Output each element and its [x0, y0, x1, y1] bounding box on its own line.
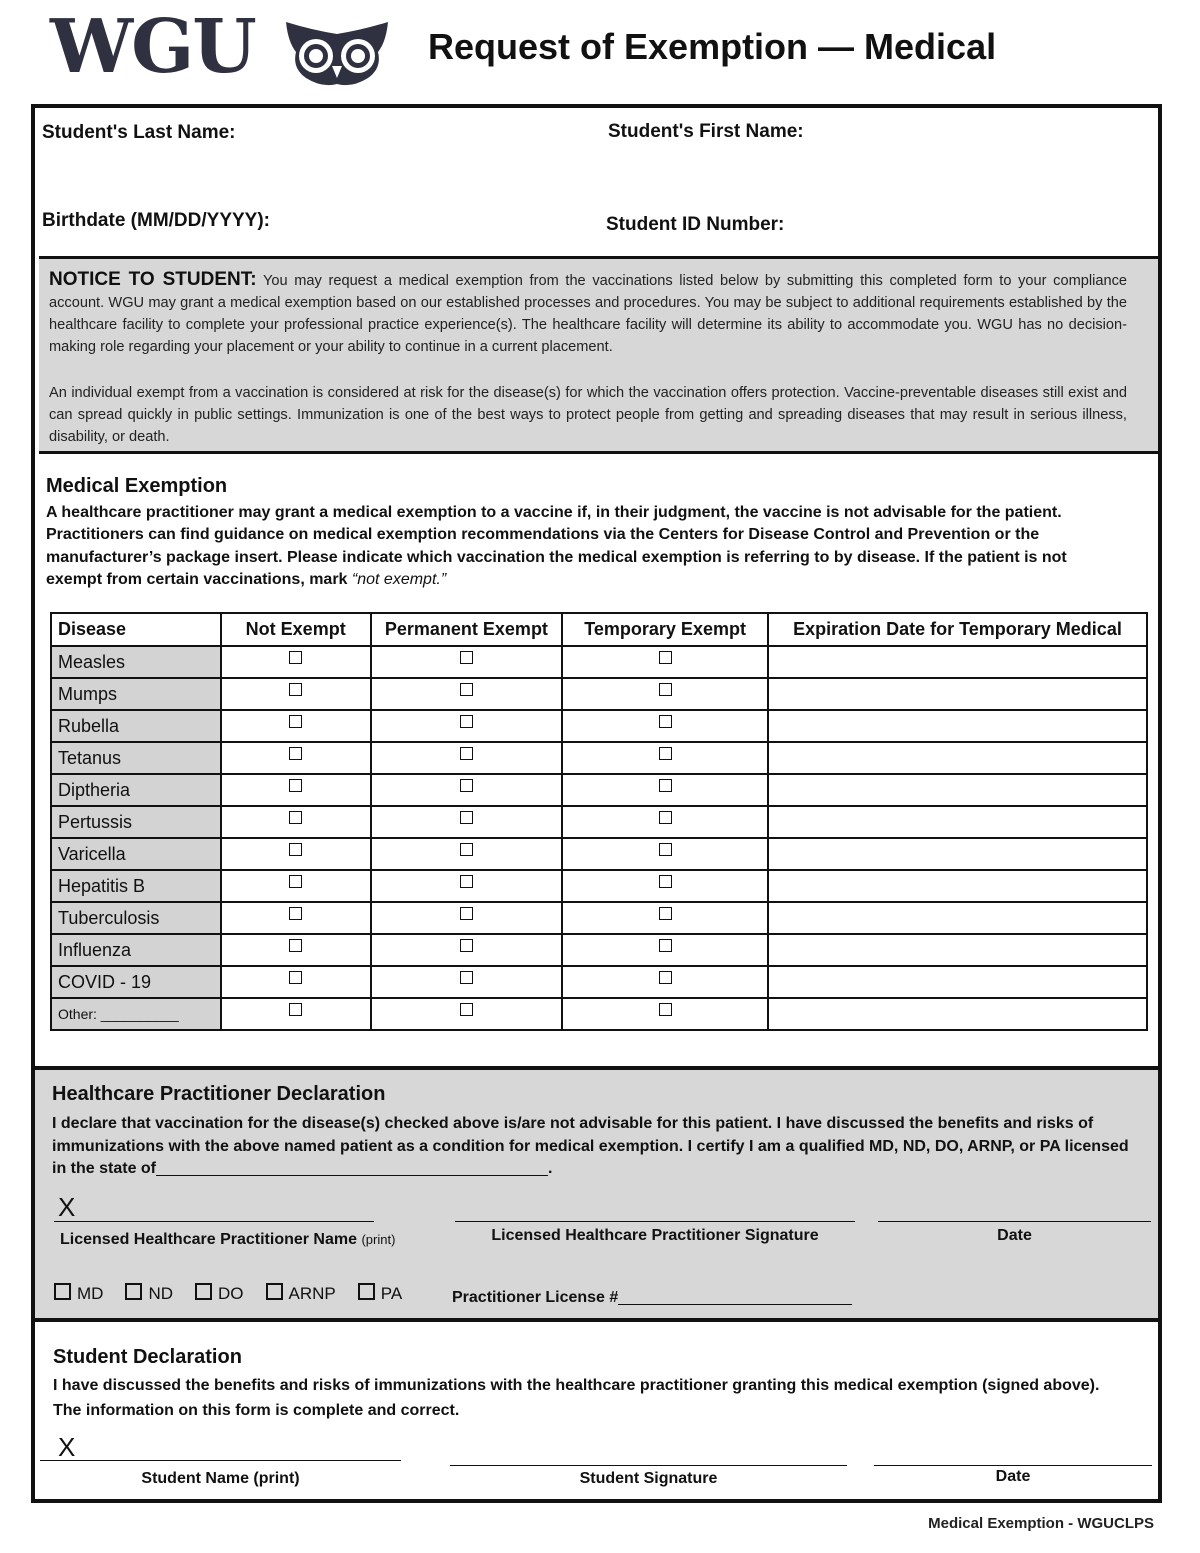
- wgu-logo: [50, 4, 395, 92]
- credential-checkbox[interactable]: [54, 1283, 71, 1300]
- disease-name: Tetanus: [51, 742, 221, 774]
- expiration-date-cell[interactable]: [768, 902, 1147, 934]
- header-disease: Disease: [51, 613, 221, 646]
- notice-box: [39, 256, 1158, 454]
- not-exempt-checkbox[interactable]: [289, 875, 302, 888]
- header-expiration-date: Expiration Date for Temporary Medical: [768, 613, 1147, 646]
- table-row: [51, 966, 1147, 998]
- temporary-exempt-checkbox[interactable]: [659, 875, 672, 888]
- notice-heading: NOTICE TO STUDENT:: [49, 269, 257, 290]
- permanent-exempt-checkbox[interactable]: [460, 811, 473, 824]
- practitioner-title: Healthcare Practitioner Declaration: [52, 1083, 386, 1105]
- disease-name: Measles: [51, 646, 221, 678]
- not-exempt-checkbox[interactable]: [289, 907, 302, 920]
- header-permanent-exempt: Permanent Exempt: [371, 613, 563, 646]
- practitioner-signature-caption: Licensed Healthcare Practitioner Signature: [491, 1227, 819, 1244]
- temporary-exempt-cell: [562, 838, 768, 870]
- credential-option-nd[interactable]: [125, 1284, 173, 1303]
- permanent-exempt-checkbox[interactable]: [460, 651, 473, 664]
- exemption-table: [50, 612, 1148, 1031]
- print-note: (print): [361, 1232, 396, 1247]
- last-name-label: Student's Last Name:: [42, 122, 236, 143]
- page-title: Request of Exemption — Medical: [428, 26, 997, 67]
- notice-paragraph-2: An individual exempt from a vaccination is considered at risk for the disease(s) for which the vaccination offers protection. Vaccine-preventable diseases still exist and can spread quickly in public settings. Immunization is one of the best ways to protect people from getting and spreading diseases that may result in serious illness, disability, or death.: [49, 385, 1127, 445]
- not-exempt-checkbox[interactable]: [289, 683, 302, 696]
- header-not-exempt: Not Exempt: [221, 613, 371, 646]
- table-row: [51, 678, 1147, 710]
- license-line[interactable]: [618, 1288, 852, 1305]
- practitioner-date-line[interactable]: [878, 1221, 1151, 1222]
- temporary-exempt-cell: [562, 710, 768, 742]
- temporary-exempt-checkbox[interactable]: [659, 939, 672, 952]
- credential-checkbox[interactable]: [195, 1283, 212, 1300]
- disease-name: Pertussis: [51, 806, 221, 838]
- temporary-exempt-cell: [562, 806, 768, 838]
- temporary-exempt-checkbox[interactable]: [659, 651, 672, 664]
- temporary-exempt-checkbox[interactable]: [659, 971, 672, 984]
- student-x-mark: X: [58, 1432, 76, 1462]
- not-exempt-emphasis: “not exempt.”: [351, 570, 447, 588]
- disease-name: Mumps: [51, 678, 221, 710]
- not-exempt-cell: [221, 934, 371, 966]
- table-row: [51, 774, 1147, 806]
- table-row: [51, 806, 1147, 838]
- table-row: [51, 934, 1147, 966]
- not-exempt-checkbox[interactable]: [289, 747, 302, 760]
- disease-name: Hepatitis B: [51, 870, 221, 902]
- notice-text-1: You may request a medical exemption from the vaccinations listed below by submitting this completed form to your compliance account. WGU may grant a medical exemption based on our established processes and procedures. You may be subject to additional requirements established by the healthcare facility to complete your professional practice experience(s). The healthcare facility will determine its ability to accommodate you. WGU has no decision-making role regarding your placement or your ability to continue in a current placement.: [49, 273, 1128, 355]
- permanent-exempt-checkbox[interactable]: [460, 715, 473, 728]
- expiration-date-cell[interactable]: [768, 774, 1147, 806]
- permanent-exempt-cell: [371, 678, 563, 710]
- student-signature-line[interactable]: [450, 1465, 847, 1466]
- practitioner-name-line[interactable]: [54, 1221, 374, 1222]
- temporary-exempt-cell: [562, 774, 768, 806]
- permanent-exempt-checkbox[interactable]: [460, 747, 473, 760]
- temporary-exempt-checkbox[interactable]: [659, 811, 672, 824]
- practitioner-text: I declare that vaccination for the disease(s) checked above is/are not advisable for this patient. I have discussed the benefits and risks of immunizations with the above named patient as a condition for medical exemption. I certify I am a qualified MD, ND, DO, ARNP, or PA licensed in the state of .: [52, 1115, 1129, 1177]
- credential-checkbox[interactable]: [358, 1283, 375, 1300]
- disease-name: Tuberculosis: [51, 902, 221, 934]
- not-exempt-checkbox[interactable]: [289, 651, 302, 664]
- permanent-exempt-cell: [371, 742, 563, 774]
- table-row: [51, 998, 1147, 1030]
- not-exempt-checkbox[interactable]: [289, 939, 302, 952]
- permanent-exempt-cell: [371, 998, 563, 1030]
- disease-name: COVID - 19: [51, 966, 221, 998]
- expiration-date-cell[interactable]: [768, 934, 1147, 966]
- not-exempt-checkbox[interactable]: [289, 1003, 302, 1016]
- credential-checkbox[interactable]: [266, 1283, 283, 1300]
- credential-option-do[interactable]: [195, 1284, 244, 1303]
- student-name-line[interactable]: [40, 1460, 401, 1461]
- temporary-exempt-cell: [562, 678, 768, 710]
- table-row: [51, 838, 1147, 870]
- temporary-exempt-cell: [562, 870, 768, 902]
- not-exempt-checkbox[interactable]: [289, 715, 302, 728]
- permanent-exempt-cell: [371, 806, 563, 838]
- not-exempt-cell: [221, 678, 371, 710]
- practitioner-name-caption-text: Licensed Healthcare Practitioner Name: [60, 1231, 358, 1248]
- temporary-exempt-checkbox[interactable]: [659, 843, 672, 856]
- license-field: [452, 1288, 852, 1307]
- not-exempt-cell: [221, 806, 371, 838]
- not-exempt-checkbox[interactable]: [289, 971, 302, 984]
- permanent-exempt-checkbox[interactable]: [460, 971, 473, 984]
- permanent-exempt-checkbox[interactable]: [460, 1003, 473, 1016]
- birthdate-label: Birthdate (MM/DD/YYYY):: [42, 210, 270, 231]
- credential-label: ARNP: [288, 1284, 336, 1303]
- permanent-exempt-cell: [371, 902, 563, 934]
- permanent-exempt-cell: [371, 966, 563, 998]
- student-name-caption: Student Name (print): [141, 1470, 300, 1487]
- table-row: [51, 646, 1147, 678]
- permanent-exempt-checkbox[interactable]: [460, 683, 473, 696]
- permanent-exempt-cell: [371, 710, 563, 742]
- temporary-exempt-checkbox[interactable]: [659, 779, 672, 792]
- practitioner-name-caption: [60, 1231, 395, 1249]
- student-id-label: Student ID Number:: [606, 214, 785, 235]
- expiration-date-cell[interactable]: [768, 646, 1147, 678]
- credential-option-arnp[interactable]: [266, 1284, 336, 1303]
- disease-name: Varicella: [51, 838, 221, 870]
- expiration-date-cell[interactable]: [768, 966, 1147, 998]
- disease-name: Other: __________: [51, 998, 221, 1030]
- notice-paragraph-1: [49, 269, 1127, 358]
- logo-text: WGU: [50, 4, 255, 90]
- not-exempt-cell: [221, 742, 371, 774]
- expiration-date-cell[interactable]: [768, 870, 1147, 902]
- state-line[interactable]: [156, 1159, 548, 1176]
- practitioner-body: I declare that vaccination for the disease(s) checked above is/are not advisable for this patient. I have discussed the benefits and risks of immunizations with the above named patient as a condition for medical exemption. I certify I am a qualified MD, ND, DO, ARNP, or PA licensed in the state of: [52, 1115, 1129, 1177]
- temporary-exempt-cell: [562, 998, 768, 1030]
- credential-checkbox[interactable]: [125, 1283, 142, 1300]
- student-signature-caption: Student Signature: [579, 1470, 718, 1487]
- disease-name: Rubella: [51, 710, 221, 742]
- footer-text: Medical Exemption - WGUCLPS: [928, 1515, 1154, 1532]
- medical-exemption-title: Medical Exemption: [46, 475, 228, 497]
- permanent-exempt-cell: [371, 646, 563, 678]
- table-row: [51, 710, 1147, 742]
- permanent-exempt-checkbox[interactable]: [460, 843, 473, 856]
- student-date-line[interactable]: [874, 1465, 1152, 1466]
- permanent-exempt-cell: [371, 870, 563, 902]
- header-temporary-exempt: Temporary Exempt: [562, 613, 768, 646]
- not-exempt-cell: [221, 774, 371, 806]
- not-exempt-checkbox[interactable]: [289, 811, 302, 824]
- not-exempt-cell: [221, 966, 371, 998]
- expiration-date-cell[interactable]: [768, 710, 1147, 742]
- practitioner-x-mark: X: [58, 1192, 76, 1222]
- temporary-exempt-cell: [562, 902, 768, 934]
- temporary-exempt-checkbox[interactable]: [659, 747, 672, 760]
- permanent-exempt-checkbox[interactable]: [460, 875, 473, 888]
- student-declaration-title: Student Declaration: [53, 1346, 242, 1368]
- table-header-row: [51, 613, 1147, 646]
- not-exempt-checkbox[interactable]: [289, 843, 302, 856]
- credential-option-md[interactable]: [54, 1284, 103, 1303]
- table-row: [51, 902, 1147, 934]
- not-exempt-cell: [221, 902, 371, 934]
- disease-name: Influenza: [51, 934, 221, 966]
- expiration-date-cell[interactable]: [768, 678, 1147, 710]
- not-exempt-checkbox[interactable]: [289, 779, 302, 792]
- not-exempt-cell: [221, 710, 371, 742]
- medical-exemption-text: [46, 502, 1126, 591]
- temporary-exempt-checkbox[interactable]: [659, 907, 672, 920]
- student-declaration-body: I have discussed the benefits and risks of immunizations with the healthcare practitioner granting this medical exemption (signed above). The information on this form is complete and correct.: [53, 1377, 1100, 1419]
- temporary-exempt-checkbox[interactable]: [659, 683, 672, 696]
- expiration-date-cell[interactable]: [768, 998, 1147, 1030]
- temporary-exempt-cell: [562, 966, 768, 998]
- disease-name: Diptheria: [51, 774, 221, 806]
- credential-options: [54, 1283, 424, 1304]
- temporary-exempt-cell: [562, 742, 768, 774]
- expiration-date-cell[interactable]: [768, 742, 1147, 774]
- medical-exemption-body: A healthcare practitioner may grant a medical exemption to a vaccine if, in their judgment, the vaccine is not advisable for the patient. Practitioners can find guidance on medical exemption recommendations via the Centers for Disease Control and Prevention or the manufacturer’s package insert. Please indicate which vaccination the medical exemption is referring to by disease. If the patient is not exempt from certain vaccinations, mark: [46, 504, 1067, 588]
- license-label: Practitioner License #: [452, 1289, 619, 1306]
- temporary-exempt-cell: [562, 646, 768, 678]
- not-exempt-cell: [221, 646, 371, 678]
- not-exempt-cell: [221, 998, 371, 1030]
- credential-option-pa[interactable]: [358, 1284, 402, 1303]
- permanent-exempt-cell: [371, 774, 563, 806]
- not-exempt-cell: [221, 870, 371, 902]
- temporary-exempt-cell: [562, 934, 768, 966]
- permanent-exempt-checkbox[interactable]: [460, 779, 473, 792]
- credential-label: PA: [380, 1284, 403, 1303]
- first-name-label: Student's First Name:: [608, 121, 804, 142]
- student-date-caption: Date: [995, 1468, 1031, 1485]
- practitioner-signature-line[interactable]: [455, 1221, 855, 1222]
- credential-label: DO: [218, 1284, 244, 1303]
- permanent-exempt-cell: [371, 934, 563, 966]
- table-row: [51, 742, 1147, 774]
- owl-icon: [282, 16, 392, 88]
- expiration-date-cell[interactable]: [768, 806, 1147, 838]
- temporary-exempt-checkbox[interactable]: [659, 715, 672, 728]
- permanent-exempt-cell: [371, 838, 563, 870]
- credential-label: MD: [77, 1284, 104, 1303]
- table-row: [51, 870, 1147, 902]
- practitioner-date-caption: Date: [997, 1227, 1032, 1244]
- expiration-date-cell[interactable]: [768, 838, 1147, 870]
- not-exempt-cell: [221, 838, 371, 870]
- temporary-exempt-checkbox[interactable]: [659, 1003, 672, 1016]
- permanent-exempt-checkbox[interactable]: [460, 939, 473, 952]
- credential-label: ND: [148, 1284, 174, 1303]
- permanent-exempt-checkbox[interactable]: [460, 907, 473, 920]
